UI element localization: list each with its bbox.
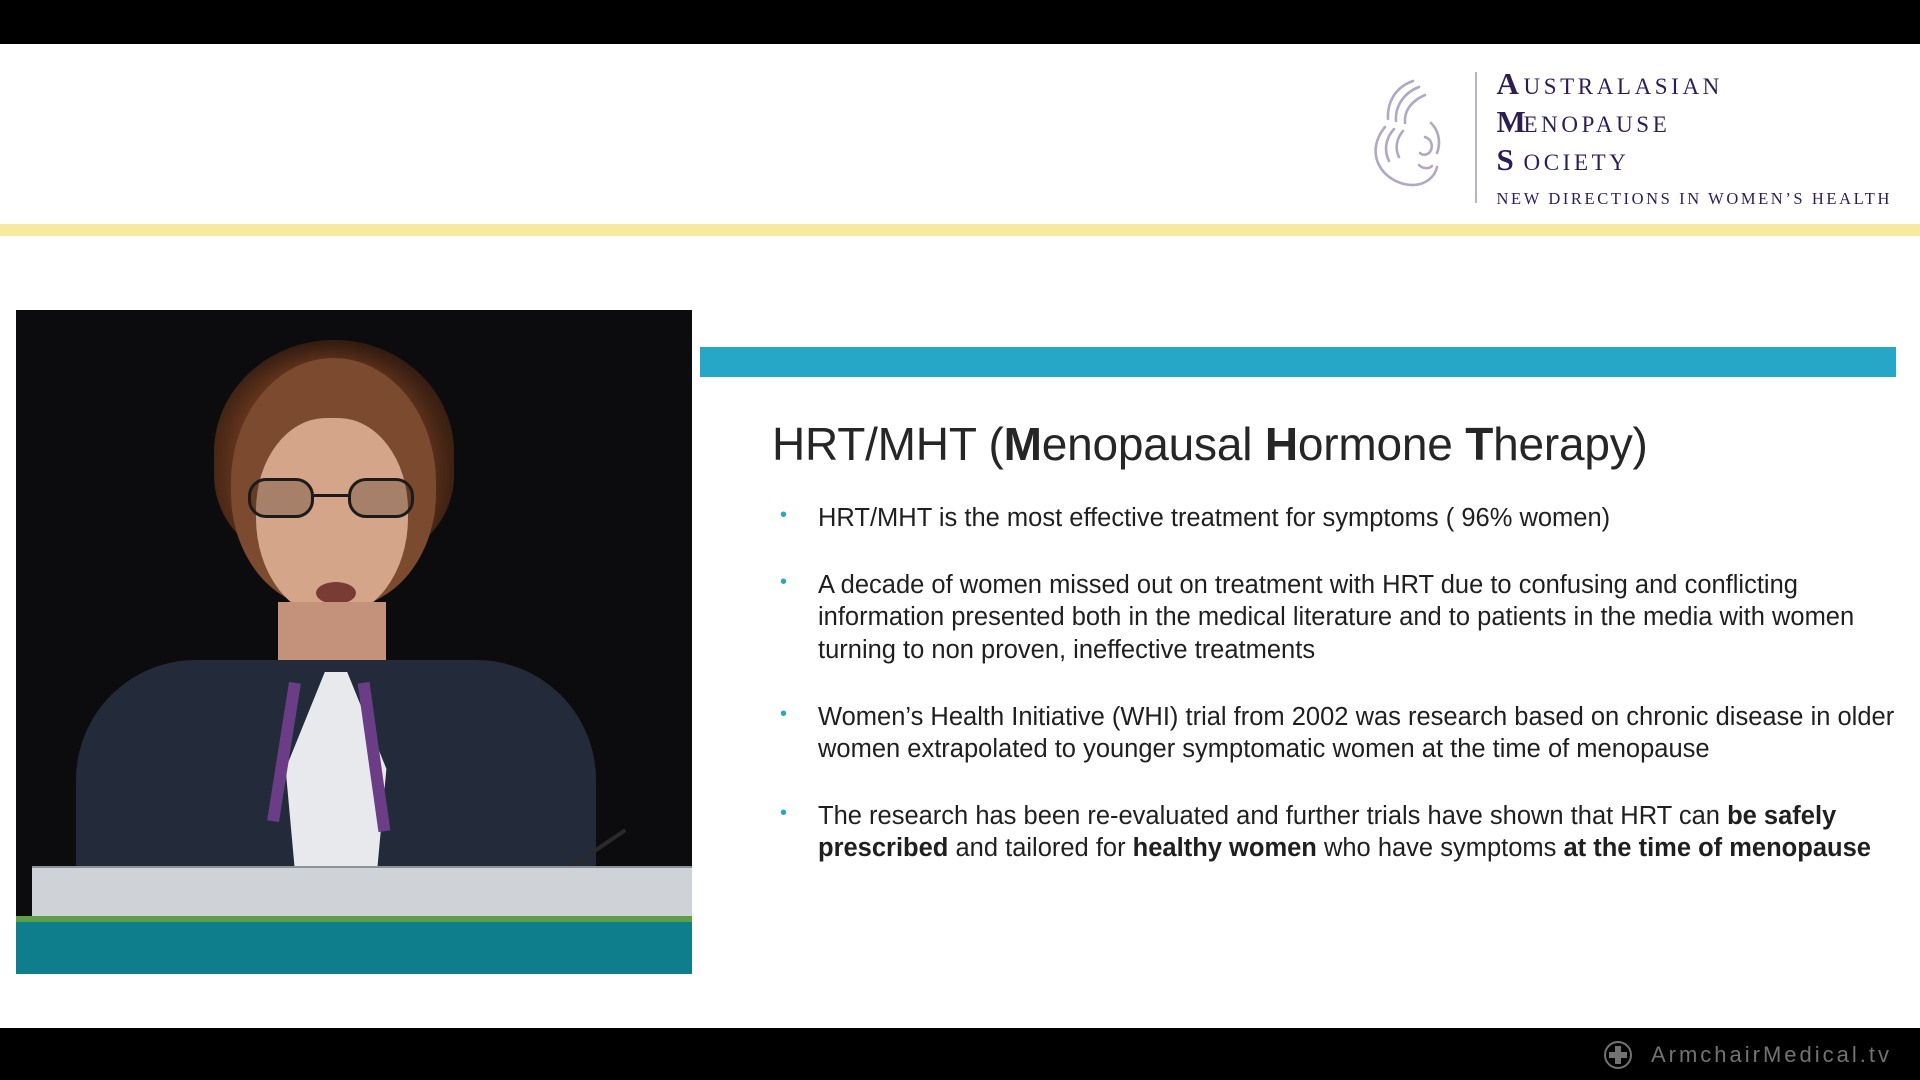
- letterbox-bar-bottom: [0, 1028, 1920, 1080]
- plain-text: Women’s Health Initiative (WHI) trial from 2002 was research based on chronic disease in older women extrapolated to younger symptomatic women at the time of menopause: [818, 702, 1895, 764]
- plain-text: HRT/MHT (: [772, 418, 1004, 470]
- emphasis-text: be safely prescribed: [818, 801, 1837, 863]
- emphasis-text: T: [1465, 418, 1494, 470]
- slide-bullet-item: [772, 502, 1902, 535]
- logo-line-rest: ENOPAUSE: [1523, 112, 1671, 137]
- speaker-mouth: [316, 582, 356, 604]
- medical-cross-badge-icon: [1601, 1038, 1635, 1072]
- plain-text: ormone: [1297, 418, 1466, 470]
- slide-header: [0, 44, 1920, 224]
- logo-line-initial: S: [1496, 142, 1514, 177]
- slide-bullet-item: [772, 800, 1902, 865]
- header-divider-rule: [0, 224, 1920, 236]
- letterbox-bar-top: [0, 0, 1920, 44]
- logo-line: [1497, 104, 1892, 142]
- ams-logo-text: [1475, 66, 1892, 209]
- logo-line-rest: USTRALASIAN: [1523, 74, 1723, 99]
- presentation-slide: [0, 44, 1920, 1028]
- slide-accent-bar: [700, 347, 1896, 377]
- emphasis-text: healthy women: [1132, 834, 1317, 863]
- watermark-label: ArmchairMedical.tv: [1650, 1042, 1892, 1067]
- logo-tagline: NEW DIRECTIONS IN WOMEN’S HEALTH: [1496, 189, 1892, 208]
- emphasis-text: M: [1003, 418, 1042, 470]
- plain-text: HRT/MHT is the most effective treatment for symptoms ( 96% women): [818, 504, 1611, 532]
- slide-bullet-item: [772, 569, 1902, 667]
- speaker-glasses-icon: [248, 478, 416, 518]
- slide-bullet-item: [772, 701, 1902, 766]
- plain-text: enopausal: [1041, 418, 1265, 470]
- emphasis-text: H: [1264, 418, 1298, 470]
- ams-face-profile-logo-icon: [1361, 73, 1457, 203]
- slide-title: [772, 418, 1892, 471]
- plain-text: The research has been re-evaluated and further trials have shown that HRT can: [818, 801, 1728, 830]
- ams-logo: [1361, 66, 1892, 209]
- player-watermark: [1601, 1038, 1892, 1072]
- plain-text: herapy): [1493, 418, 1648, 470]
- logo-line-initial: M: [1496, 104, 1526, 139]
- plain-text: A decade of women missed out on treatment with HRT due to confusing and conflicting information presented both in the medical literature and to patients in the media with women turning to non proven, ineffective treatments: [818, 570, 1855, 664]
- emphasis-text: at the time of menopause: [1563, 834, 1871, 863]
- logo-line: [1497, 142, 1892, 180]
- plain-text: who have symptoms: [1316, 834, 1564, 863]
- logo-line-initial: A: [1496, 66, 1519, 101]
- speaker-video-thumbnail: [16, 310, 692, 974]
- logo-line: [1497, 66, 1892, 104]
- plain-text: and tailored for: [948, 834, 1133, 863]
- slide-bullet-list: [772, 502, 1902, 899]
- logo-line-rest: OCIETY: [1523, 150, 1630, 175]
- podium-band: [16, 922, 692, 974]
